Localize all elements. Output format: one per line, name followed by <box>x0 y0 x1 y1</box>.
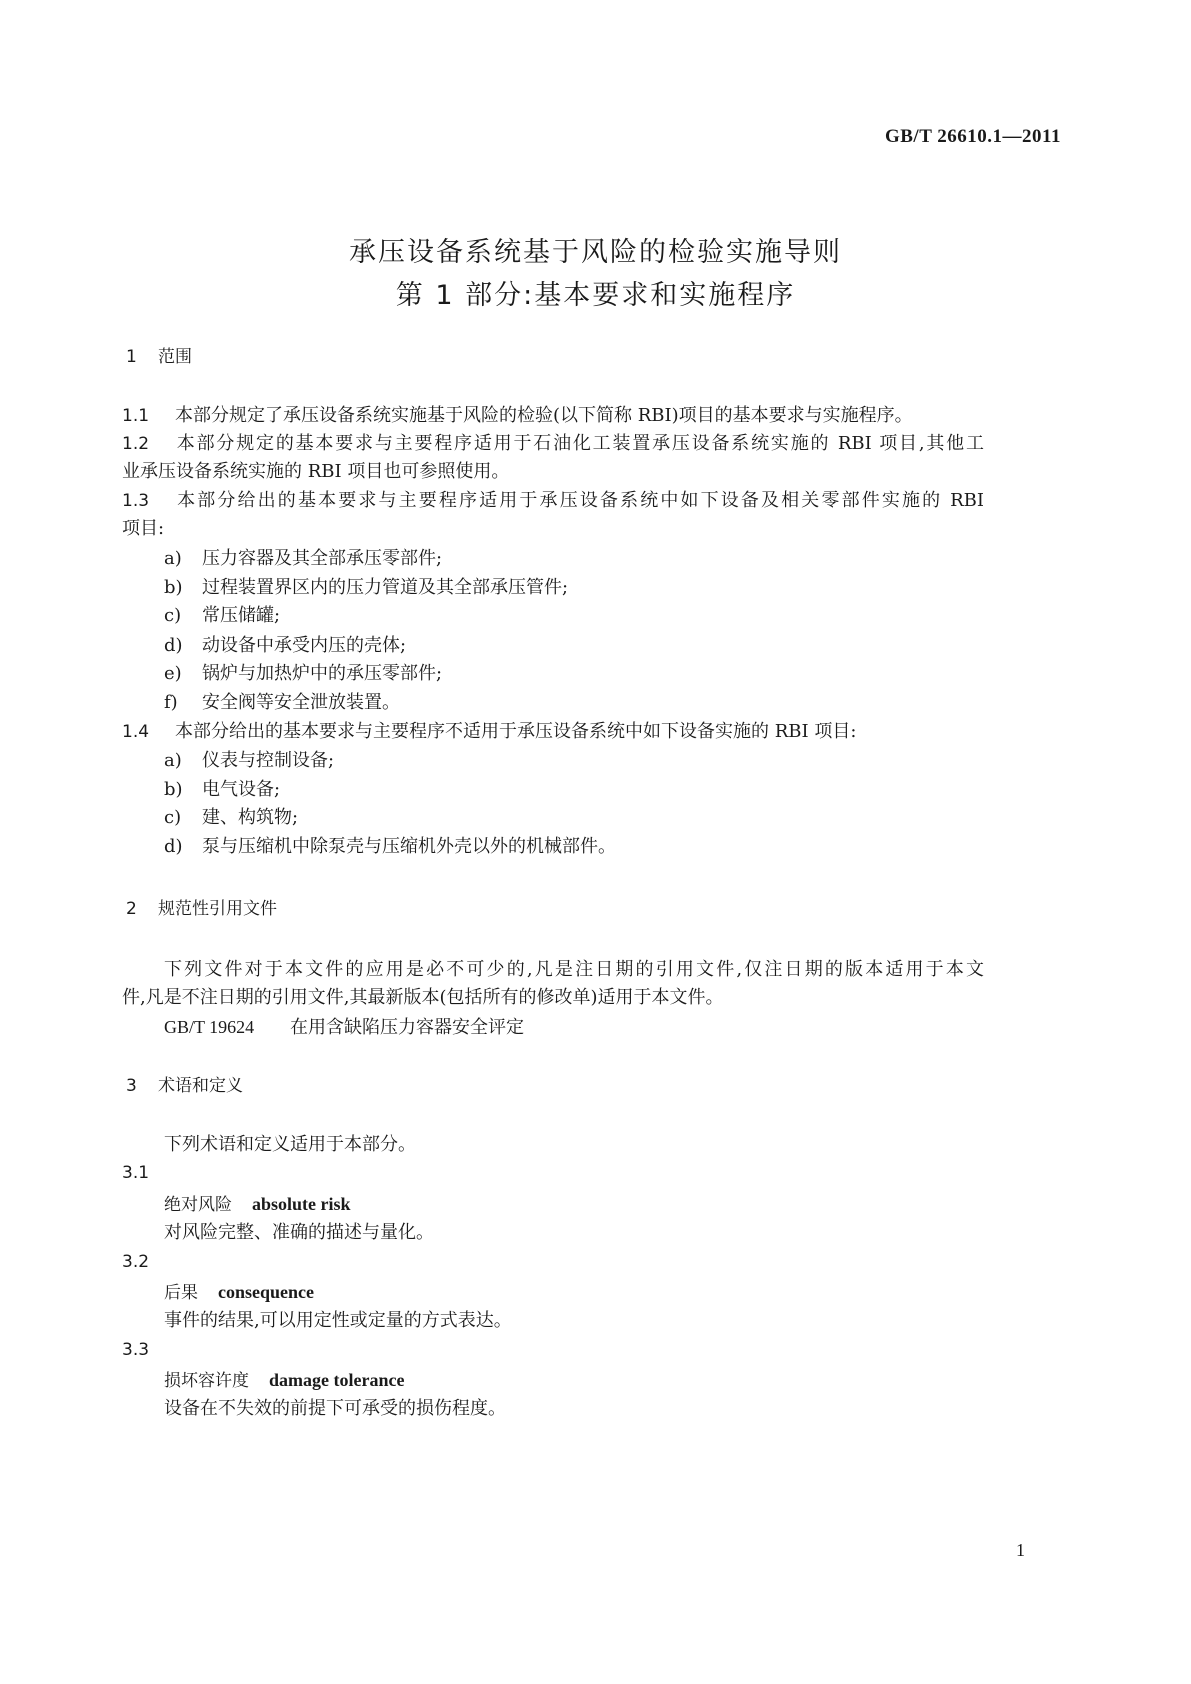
list-text: 动设备中承受内压的壳体; <box>202 635 407 656</box>
clause-1-3-line-2: 项目: <box>122 518 165 539</box>
list-text: 建、构筑物; <box>202 807 299 828</box>
clause-1-2-line-1 <box>122 432 984 456</box>
term-number: 3.1 <box>122 1163 150 1183</box>
list-text: 安全阀等安全泄放装置。 <box>202 692 400 713</box>
reference-code: GB/T 19624 <box>164 1017 255 1037</box>
list-item <box>164 576 568 600</box>
term-zh: 绝对风险 <box>164 1195 232 1215</box>
term-zh: 损坏容许度 <box>164 1371 249 1391</box>
list-label: f) <box>164 692 178 713</box>
section-3-heading <box>126 1074 243 1098</box>
clause-number: 1.2 <box>122 434 150 454</box>
list-item <box>164 749 334 773</box>
reference-title: 在用含缺陷压力容器安全评定 <box>290 1017 524 1038</box>
clause-1-1 <box>122 404 913 428</box>
clause-text: 本部分规定的基本要求与主要程序适用于石油化工装置承压设备系统实施的 RBI 项目,其他工 <box>175 433 984 454</box>
list-text: 仪表与控制设备; <box>202 750 335 771</box>
term-en: damage tolerance <box>269 1370 405 1390</box>
list-label: a) <box>164 750 182 771</box>
normative-para-line-2: 件,凡是不注日期的引用文件,其最新版本(包括所有的修改单)适用于本文件。 <box>122 987 724 1008</box>
term-definition: 对风险完整、准确的描述与量化。 <box>164 1222 434 1243</box>
list-item <box>164 604 280 628</box>
list-label: a) <box>164 548 182 569</box>
terms-intro: 下列术语和定义适用于本部分。 <box>164 1134 416 1155</box>
clause-number: 1.3 <box>122 491 150 511</box>
normative-reference <box>164 1015 524 1040</box>
section-number: 1 <box>126 347 137 367</box>
term-definition: 事件的结果,可以用定性或定量的方式表达。 <box>164 1310 512 1331</box>
list-label: b) <box>164 779 183 800</box>
list-text: 电气设备; <box>202 779 281 800</box>
list-item <box>164 835 616 859</box>
section-number: 3 <box>126 1076 137 1096</box>
term-zh: 后果 <box>164 1283 198 1303</box>
standard-number: GB/T 26610.1—2011 <box>884 126 1061 147</box>
list-text: 锅炉与加热炉中的承压零部件; <box>202 663 443 684</box>
clause-text: 本部分规定了承压设备系统实施基于风险的检验(以下简称 RBI)项目的基本要求与实施程序。 <box>175 405 913 426</box>
title-line-2: 第 1 部分:基本要求和实施程序 <box>395 280 796 311</box>
term-definition: 设备在不失效的前提下可承受的损伤程度。 <box>164 1398 506 1419</box>
page-number: 1 <box>1016 1540 1025 1560</box>
clause-1-2-line-2: 业承压设备系统实施的 RBI 项目也可参照使用。 <box>122 461 510 482</box>
list-item <box>164 778 280 802</box>
list-label: c) <box>164 807 182 828</box>
list-text: 常压储罐; <box>202 605 281 626</box>
term-en: absolute risk <box>252 1194 351 1214</box>
section-title: 规范性引用文件 <box>158 899 277 919</box>
clause-number: 1.4 <box>122 722 150 742</box>
list-item <box>164 691 400 715</box>
list-item <box>164 806 298 830</box>
term-heading <box>164 1192 351 1217</box>
title-line-1: 承压设备系统基于风险的检验实施导则 <box>349 237 842 268</box>
clause-1-4 <box>122 720 856 744</box>
section-1-heading <box>126 345 192 369</box>
list-item <box>164 634 406 658</box>
list-label: c) <box>164 605 182 626</box>
section-number: 2 <box>126 899 137 919</box>
term-number: 3.2 <box>122 1252 150 1272</box>
list-label: d) <box>164 836 183 857</box>
clause-text: 本部分给出的基本要求与主要程序适用于承压设备系统中如下设备及相关零部件实施的 RBI <box>175 490 984 511</box>
normative-para-line-1: 下列文件对于本文件的应用是必不可少的,凡是注日期的引用文件,仅注日期的版本适用于本文 <box>164 959 984 980</box>
list-label: d) <box>164 635 183 656</box>
list-label: e) <box>164 663 182 684</box>
section-title: 术语和定义 <box>158 1076 243 1096</box>
term-heading <box>164 1280 314 1305</box>
clause-1-3-line-1 <box>122 489 984 513</box>
clause-text: 本部分给出的基本要求与主要程序不适用于承压设备系统中如下设备实施的 RBI 项目: <box>175 721 857 742</box>
section-2-heading <box>126 897 277 921</box>
list-text: 压力容器及其全部承压零部件; <box>202 548 443 569</box>
clause-number: 1.1 <box>122 406 150 426</box>
list-text: 泵与压缩机中除泵壳与压缩机外壳以外的机械部件。 <box>202 836 616 857</box>
section-title: 范围 <box>158 347 192 367</box>
term-heading <box>164 1368 404 1393</box>
list-text: 过程装置界区内的压力管道及其全部承压管件; <box>202 577 569 598</box>
list-item <box>164 547 442 571</box>
term-number: 3.3 <box>122 1340 150 1360</box>
term-en: consequence <box>218 1282 314 1302</box>
list-item <box>164 662 442 686</box>
list-label: b) <box>164 577 183 598</box>
